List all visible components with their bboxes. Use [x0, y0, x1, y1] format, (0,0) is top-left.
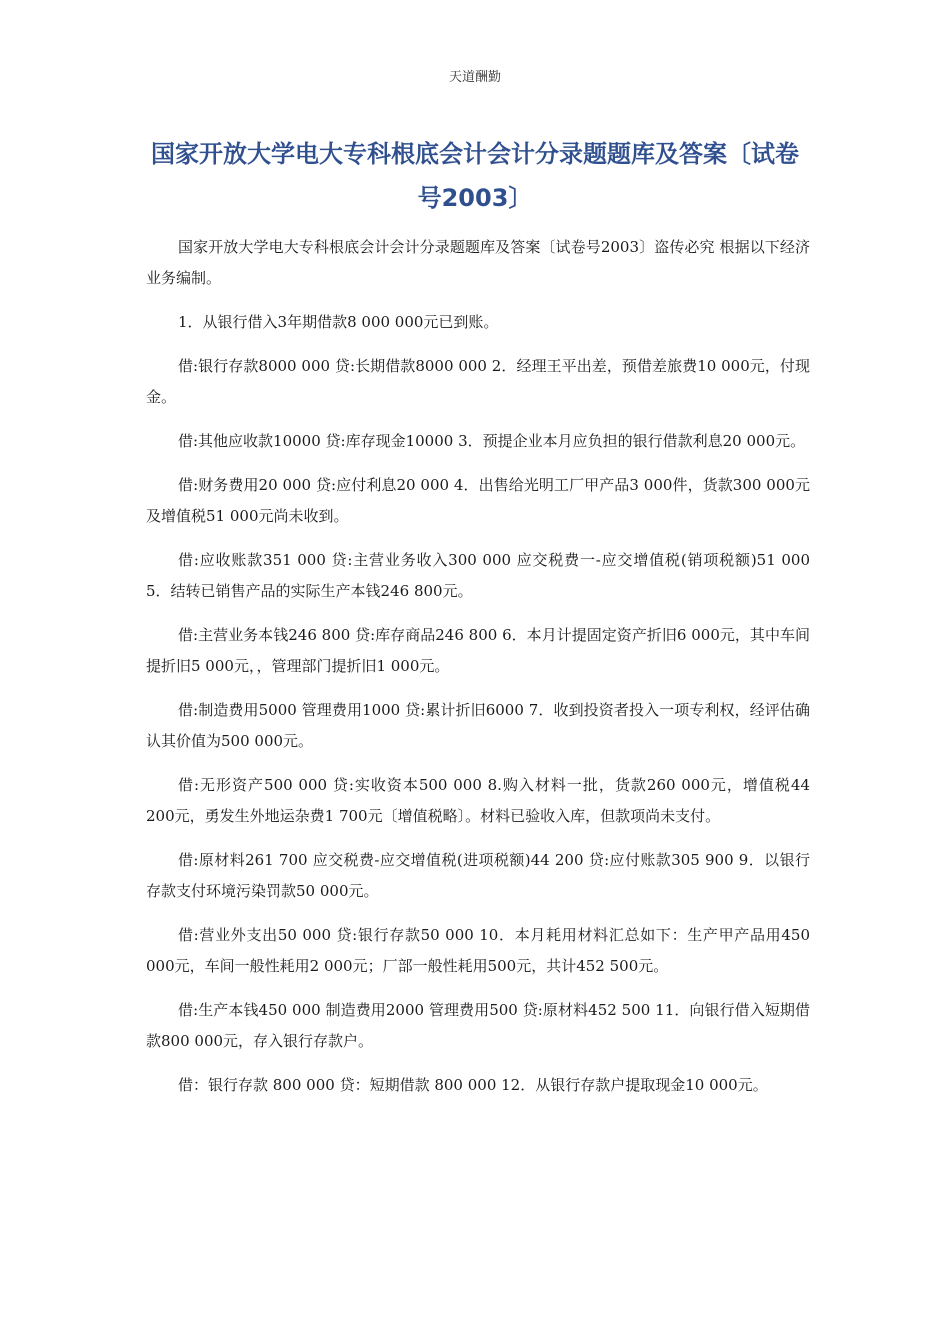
paragraph: 借:财务费用20 000 贷:应付利息20 000 4．出售给光明工厂甲产品3 000件，货款300 000元及增值税51 000元尚未收到。: [146, 476, 810, 525]
paragraph: 国家开放大学电大专科根底会计会计分录题题库及答案〔试卷号2003〕盗传必究 根据以下经济业务编制。: [146, 238, 810, 287]
paragraph: 借:其他应收款10000 贷:库存现金10000 3．预提企业本月应负担的银行借款利息20 000元。: [178, 432, 806, 450]
paragraph: 1．从银行借入3年期借款8 000 000元已到账。: [178, 313, 499, 331]
paragraph: 借:原材料261 700 应交税费-应交增值税(进项税额)44 200 贷:应付账款305 900 9．以银行存款支付环境污染罚款50 000元。: [146, 851, 810, 900]
paragraph: 借:生产本钱450 000 制造费用2000 管理费用500 贷:原材料452 500 11．向银行借入短期借款800 000元，存入银行存款户。: [146, 1001, 810, 1050]
document-body: [146, 232, 810, 1114]
document-title: 国家开放大学电大专科根底会计会计分录题题库及答案〔试卷号2003〕: [151, 140, 799, 212]
paragraph: 借:应收账款351 000 贷:主营业务收入300 000 应交税费一-应交增值税(销项税额)51 000 5．结转已销售产品的实际生产本钱246 800元。: [146, 551, 810, 600]
paragraph: 借:主营业务本钱246 800 贷:库存商品246 800 6．本月计提固定资产折旧6 000元，其中车间提折旧5 000元，，管理部门提折旧1 000元。: [146, 626, 810, 675]
paragraph: 借:营业外支出50 000 贷:银行存款50 000 10．本月耗用材料汇总如下：生产甲产品用450 000元，车间一般性耗用2 000元；厂部一般性耗用500元，共计452 500元。: [146, 926, 810, 975]
paragraph: 借:制造费用5000 管理费用1000 贷:累计折旧6000 7．收到投资者投入一项专利权，经评估确认其价值为500 000元。: [146, 701, 810, 750]
paragraph: 借：银行存款 800 000 贷：短期借款 800 000 12．从银行存款户提取现金10 000元。: [178, 1076, 768, 1094]
page-header: 天道酬勤: [448, 70, 501, 85]
paragraph: 借:银行存款8000 000 贷:长期借款8000 000 2．经理王平出差，预借差旅费10 000元，付现金。: [146, 357, 810, 406]
paragraph: 借:无形资产500 000 贷:实收资本500 000 8.购入材料一批，货款260 000元，增值税44 200元，勇发生外地运杂费1 700元〔增值税略〕。材料已验收入库，但款项尚未支付。: [146, 776, 810, 825]
